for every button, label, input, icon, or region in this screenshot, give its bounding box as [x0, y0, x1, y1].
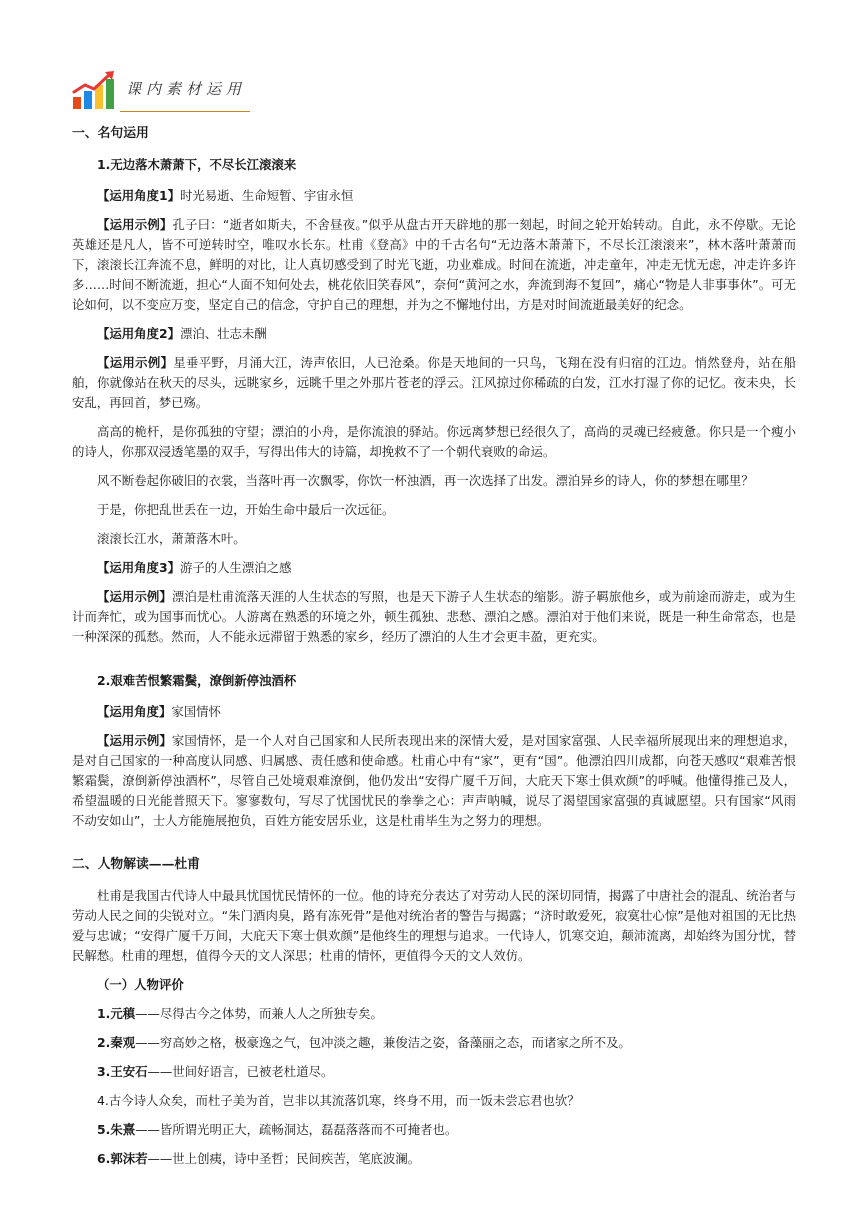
section-2-heading: 二、人物解读——杜甫 [72, 857, 200, 872]
example-1: 【运用示例】孔子曰：“逝者如斯夫，不舍昼夜。”似乎从盘古开天辟地的那一刻起，时间之轮开始转动。自此，永不停歇。无论英雄还是凡人，皆不可逆转时空，唯叹水长东。杜甫《登高》中的千古名句“无边落木萧萧下，不尽长江滚滚来”，林木落叶萧萧而下，滚滚长江奔流不息，鲜明的对比，让人真切感受到了时光飞逝，功业难成。时间在流逝，冲走童年，冲走无忧无虑，冲走许多许多……时间不断流逝，担心“人面不知何处去，桃花依旧笑春风”，奈何“黄河之水，奔流到海不复回”，痛心“物是人非事事休”。可无论如何，以不变应万变，坚定自己的信念，守护自己的理想，并为之不懈地付出，方是对时间流逝最美好的纪念。 [72, 217, 797, 312]
example-3: 【运用示例】漂泊是杜甫流落天涯的人生状态的写照，也是天下游子人生状态的缩影。游子羁旅他乡，或为前途而游走，或为生计而奔忙，或为国事而忧心。人游离在熟悉的环境之外，顿生孤独、悲愁、漂泊之感。漂泊对于他们来说，既是一种生命常态，也是一种深深的孤愁。然而，人不能永远滞留于熟悉的家乡，经历了漂泊的人生才会更丰盈，更充实。 [72, 589, 797, 644]
q2-example: 【运用示例】家国情怀，是一个人对自己国家和人民所表现出来的深情大爱，是对国家富强、人民幸福所展现出来的理想追求，是对自己国家的一种高度认同感、归属感、责任感和使命感。杜甫心中有“家”，更有“国”。他漂泊四川成都，向苍天感叹“艰难苦恨繁霜鬓，潦倒新停浊酒杯”，尽管自己处境艰难潦倒，他仍发出“安得广厦千万间，大庇天下寒士俱欢颜”的呼喊。他懂得推己及人，希望温暖的日光能普照天下。寥寥数句，写尽了忧国忧民的拳拳之心：声声呐喊，说尽了渴望国家富强的真诚愿望。只有国家“风雨不动安如山”，士人方能施展抱负，百姓方能安居乐业，这是杜甫毕生为之努力的理想。 [72, 733, 797, 828]
evaluation-item: 6.郭沫若——世上创痍，诗中圣哲；民间疾苦，笔底波澜。 [97, 1151, 421, 1166]
evaluation-item: 5.朱熹——皆所谓光明正大，疏畅洞达，磊磊落落而不可掩者也。 [97, 1122, 458, 1137]
header-title: 课内素材运用 [126, 80, 247, 98]
document-body [72, 124, 796, 1169]
quote-1-heading: 1.无边落木萧萧下，不尽长江滚滚来 [97, 157, 297, 172]
angle-3: 【运用角度3】游子的人生漂泊之感 [97, 560, 292, 575]
evaluation-item: 4.古今诗人众矣，而杜子美为首，岂非以其流落饥寒，终身不用，而一饭未尝忘君也欤？ [97, 1093, 580, 1108]
example-2-para-5: 滚滚长江水，萧萧落木叶。 [97, 531, 246, 546]
angle-1: 【运用角度1】时光易逝、生命短暂、宇宙永恒 [97, 188, 354, 203]
section-2-intro: 杜甫是我国古代诗人中最具忧国忧民情怀的一位。他的诗充分表达了对劳动人民的深切同情，揭露了中唐社会的混乱、统治者与劳动人民之间的尖锐对立。“朱门酒肉臭，路有冻死骨”是他对统治者的警告与揭露；“济时敢爱死，寂寞壮心惊”是他对祖国的无比热爱与忠诚；“安得广厦千万间，大庇天下寒士俱欢颜”是他终生的理想与追求。一代诗人，饥寒交迫，颠沛流离，却始终为国分忧，替民解愁。杜甫的理想，值得今天的文人深思；杜甫的情怀，更值得今天的文人效仿。 [72, 888, 796, 963]
evaluation-item: 3.王安石——世间好语言，已被老杜道尽。 [97, 1064, 334, 1079]
example-2-para-3: 风不断卷起你破旧的衣裳，当落叶再一次飘零，你饮一杯浊酒，再一次选择了出发。漂泊异乡的诗人，你的梦想在哪里？ [97, 473, 754, 488]
page-header [72, 64, 252, 116]
q2-angle: 【运用角度】家国情怀 [97, 704, 221, 719]
quote-2-heading: 2.艰难苦恨繁霜鬓，潦倒新停浊酒杯 [97, 673, 297, 688]
evaluation-heading: （一）人物评价 [97, 977, 184, 992]
evaluation-item: 1.元稹——尽得古今之体势，而兼人人之所独专矣。 [97, 1006, 383, 1021]
header-divider [120, 111, 250, 112]
example-2-para-2: 高高的桅杆，是你孤独的守望；漂泊的小舟，是你流浪的驿站。你远离梦想已经很久了，高尚的灵魂已经疲惫。你只是一个瘦小的诗人，你那双浸透笔墨的双手，写得出伟大的诗篇，却挽救不了一个朝代衰败的命运。 [72, 424, 796, 459]
growth-chart-icon [72, 70, 116, 110]
angle-2: 【运用角度2】漂泊、壮志未酬 [97, 326, 267, 341]
example-2: 【运用示例】星垂平野，月涌大江，涛声依旧，人已沧桑。你是天地间的一只鸟，飞翔在没有归宿的江边。悄然登舟，站在船舶，你就像站在秋天的尽头，远眺家乡，远眺千里之外那片苍老的浮云。江风掠过你稀疏的白发，江水打湿了你的记忆。夜未央，长安乱，再回首，梦已殇。 [72, 355, 797, 410]
section-1-heading: 一、名句运用 [72, 126, 149, 141]
example-2-para-4: 于是，你把乱世丢在一边，开始生命中最后一次远征。 [97, 502, 395, 517]
evaluation-item: 2.秦观——穷高妙之格，极豪逸之气，包冲淡之趣，兼俊洁之姿，备藻丽之态，而诸家之所不及。 [97, 1035, 631, 1050]
